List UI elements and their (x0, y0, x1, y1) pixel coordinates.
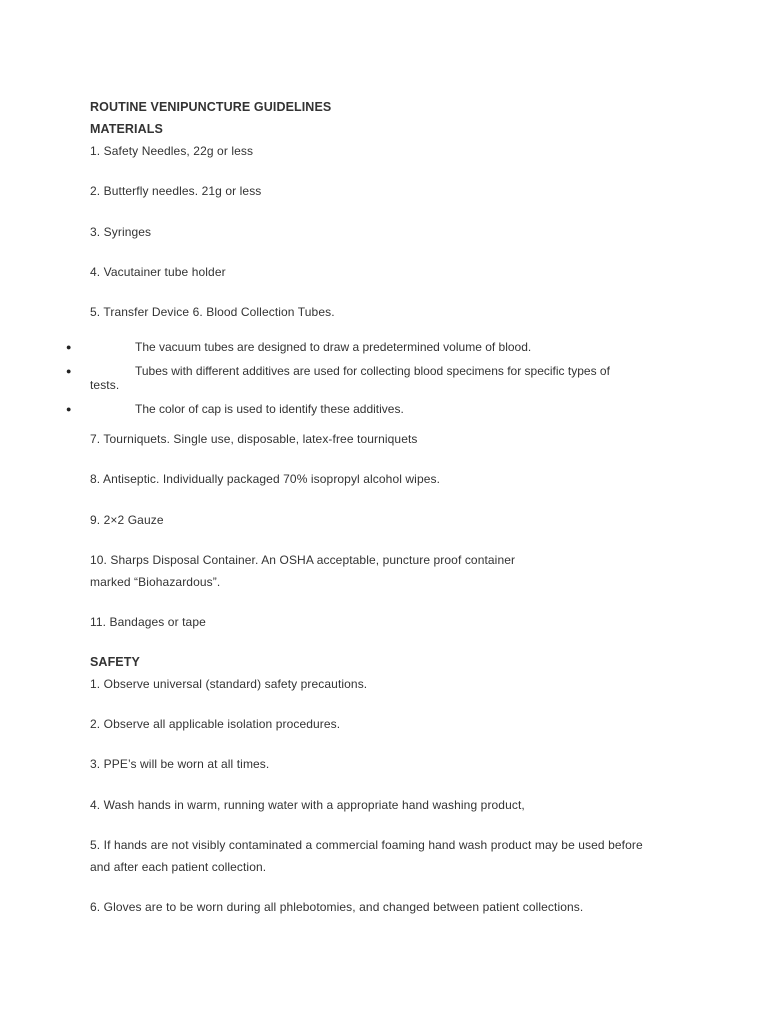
materials-item-4: 4. Vacutainer tube holder (90, 265, 226, 279)
bullet-icon: ● (66, 366, 72, 376)
tube-bullet-2-line-2: tests. (90, 378, 120, 392)
materials-item-1: 1. Safety Needles, 22g or less (90, 144, 254, 158)
safety-item-2: 2. Observe all applicable isolation procedures. (90, 717, 341, 731)
tube-bullet-1: The vacuum tubes are designed to draw a predetermined volume of blood. (135, 340, 532, 354)
bullet-icon: ● (66, 342, 72, 352)
materials-item-7: 7. Tourniquets. Single use, disposable, latex-free tourniquets (90, 432, 418, 446)
safety-item-6: 6. Gloves are to be worn during all phlebotomies, and changed between patient collections. (90, 900, 584, 914)
tube-bullet-3: The color of cap is used to identify these additives. (135, 402, 404, 416)
materials-item-2: 2. Butterfly needles. 21g or less (90, 184, 262, 198)
tube-bullet-2-line-1: Tubes with different additives are used for collecting blood specimens for specific types of (135, 364, 610, 378)
materials-item-9: 9. 2×2 Gauze (90, 513, 164, 527)
materials-item-11: 11. Bandages or tape (90, 615, 206, 629)
safety-item-4: 4. Wash hands in warm, running water with a appropriate hand washing product, (90, 798, 525, 812)
bullet-icon: ● (66, 404, 72, 414)
safety-item-5-line-2: and after each patient collection. (90, 860, 267, 874)
materials-heading: MATERIALS (90, 122, 163, 136)
safety-heading: SAFETY (90, 655, 140, 669)
safety-item-1: 1. Observe universal (standard) safety precautions. (90, 677, 368, 691)
materials-item-10-line-1: 10. Sharps Disposal Container. An OSHA acceptable, puncture proof container (90, 553, 516, 567)
materials-item-5: 5. Transfer Device 6. Blood Collection Tubes. (90, 305, 335, 319)
materials-item-3: 3. Syringes (90, 225, 152, 239)
safety-item-3: 3. PPE’s will be worn at all times. (90, 757, 270, 771)
safety-item-5-line-1: 5. If hands are not visibly contaminated a commercial foaming hand wash product may be used before (90, 838, 643, 852)
document-title: ROUTINE VENIPUNCTURE GUIDELINES (90, 100, 332, 114)
materials-item-8: 8. Antiseptic. Individually packaged 70% isopropyl alcohol wipes. (90, 472, 441, 486)
materials-item-10-line-2: marked “Biohazardous”. (90, 575, 221, 589)
